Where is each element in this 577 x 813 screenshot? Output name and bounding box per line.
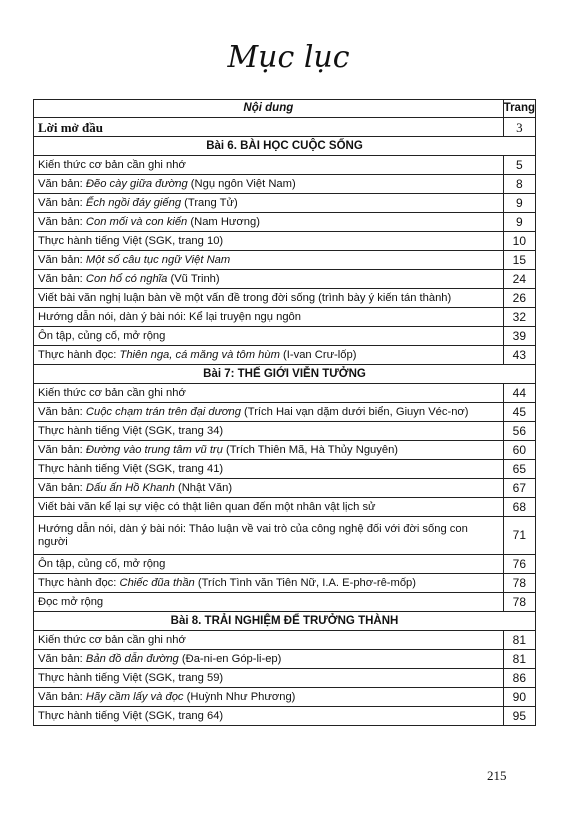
- toc-entry[interactable]: [34, 403, 536, 422]
- entry-text-post: (Nhật Văn): [174, 481, 233, 494]
- entry-text-pre: Viết bài văn kể lại sự việc có thật liên quan đến một nhân vật lịch sử: [38, 500, 376, 513]
- toc-entry[interactable]: [34, 574, 536, 593]
- entry-text-post: (Trích Hai vạn dặm dưới biển, Giuyn Véc-nơ): [240, 405, 469, 418]
- entry-page: 78: [503, 593, 535, 612]
- entry-text-pre: Văn bản:: [38, 652, 86, 665]
- entry-label: [34, 441, 504, 460]
- entry-label: [34, 156, 504, 175]
- toc-entry[interactable]: [34, 593, 536, 612]
- entry-label: [34, 479, 504, 498]
- entry-page: 60: [503, 441, 535, 460]
- entry-page: 43: [503, 346, 535, 365]
- content-column-header: Nội dung: [34, 100, 504, 118]
- section-row[interactable]: [34, 365, 536, 384]
- page-column-header: Trang: [503, 100, 535, 118]
- entry-text-pre: Văn bản:: [38, 215, 86, 228]
- entry-text-pre: Văn bản:: [38, 272, 86, 285]
- entry-text-pre: Thực hành đọc:: [38, 576, 120, 589]
- entry-text-pre: Đọc mở rộng: [38, 595, 104, 608]
- entry-text-em: Dấu ấn Hồ Khanh: [85, 481, 175, 494]
- entry-text-em: Bản đồ dẫn đường: [85, 652, 179, 665]
- entry-text-pre: Thực hành tiếng Việt (SGK, trang 41): [38, 462, 224, 475]
- entry-label: [34, 422, 504, 441]
- toc-entry[interactable]: [34, 631, 536, 650]
- entry-text-pre: Văn bản:: [38, 443, 86, 456]
- toc-entry[interactable]: [34, 194, 536, 213]
- toc-entry[interactable]: [34, 650, 536, 669]
- toc-entry[interactable]: [34, 308, 536, 327]
- toc-entry[interactable]: [34, 517, 536, 555]
- entry-text-em: Con mối và con kiến: [85, 215, 188, 228]
- toc-entry[interactable]: [34, 460, 536, 479]
- page-number: 215: [487, 768, 507, 783]
- entry-label: [34, 346, 504, 365]
- entry-label: [34, 289, 504, 308]
- entry-page: 39: [503, 327, 535, 346]
- entry-page: 81: [503, 650, 535, 669]
- entry-text-post: (Ngụ ngôn Việt Nam): [187, 177, 296, 190]
- table-of-contents: [33, 99, 536, 726]
- toc-entry[interactable]: [34, 289, 536, 308]
- entry-page: 86: [503, 669, 535, 688]
- entry-text-pre: Ôn tập, củng cố, mở rộng: [38, 557, 166, 570]
- entry-page: 78: [503, 574, 535, 593]
- entry-page: 10: [503, 232, 535, 251]
- entry-text-pre: Văn bản:: [38, 481, 86, 494]
- entry-text-post: (Nam Hương): [187, 215, 260, 228]
- entry-text-pre: Thực hành tiếng Việt (SGK, trang 59): [38, 671, 224, 684]
- entry-page: 81: [503, 631, 535, 650]
- entry-label: [34, 308, 504, 327]
- entry-text-pre: Văn bản:: [38, 253, 86, 266]
- entry-text-em: Đường vào trung tâm vũ trụ: [85, 443, 223, 456]
- header-row: [34, 100, 536, 118]
- toc-entry[interactable]: [34, 251, 536, 270]
- entry-label: [34, 707, 504, 726]
- entry-text-pre: Kiến thức cơ bản cần ghi nhớ: [38, 633, 186, 646]
- toc-entry[interactable]: [34, 555, 536, 574]
- intro-page: 3: [503, 118, 535, 137]
- entry-text-em: Thiên nga, cá măng và tôm hùm: [119, 348, 280, 361]
- toc-entry[interactable]: [34, 422, 536, 441]
- entry-page: 32: [503, 308, 535, 327]
- entry-label: [34, 631, 504, 650]
- toc-entry[interactable]: [34, 441, 536, 460]
- entry-page: 9: [503, 194, 535, 213]
- entry-text-pre: Thực hành đọc:: [38, 348, 120, 361]
- toc-entry[interactable]: [34, 175, 536, 194]
- entry-text-pre: Văn bản:: [38, 690, 86, 703]
- page-title: Mục lục: [227, 40, 350, 75]
- toc-entry[interactable]: [34, 498, 536, 517]
- toc-entry[interactable]: [34, 384, 536, 403]
- entry-text-em: Chiếc đũa thần: [119, 576, 195, 589]
- entry-text-pre: Văn bản:: [38, 196, 86, 209]
- entry-label: [34, 270, 504, 289]
- entry-page: 65: [503, 460, 535, 479]
- entry-label: [34, 175, 504, 194]
- entry-text-post: (Vũ Trinh): [167, 272, 220, 285]
- entry-label: [34, 251, 504, 270]
- entry-page: 5: [503, 156, 535, 175]
- entry-page: 71: [503, 517, 535, 555]
- toc-entry[interactable]: [34, 327, 536, 346]
- section-title: Bài 8. TRẢI NGHIỆM ĐỂ TRƯỞNG THÀNH: [34, 612, 536, 631]
- entry-page: 24: [503, 270, 535, 289]
- toc-entry[interactable]: [34, 707, 536, 726]
- entry-text-em: Một số câu tục ngữ Việt Nam: [85, 253, 231, 266]
- entry-page: 15: [503, 251, 535, 270]
- section-title: Bài 6. BÀI HỌC CUỘC SỐNG: [34, 137, 536, 156]
- entry-page: 68: [503, 498, 535, 517]
- toc-entry[interactable]: [34, 479, 536, 498]
- entry-text-pre: Thực hành tiếng Việt (SGK, trang 64): [38, 709, 224, 722]
- entry-page: 9: [503, 213, 535, 232]
- entry-label: [34, 498, 504, 517]
- entry-text-em: Cuộc chạm trán trên đại dương: [85, 405, 241, 418]
- entry-label: [34, 650, 504, 669]
- entry-page: 44: [503, 384, 535, 403]
- toc-entry[interactable]: [34, 156, 536, 175]
- section-row[interactable]: [34, 612, 536, 631]
- entry-label: [34, 460, 504, 479]
- entry-label: [34, 194, 504, 213]
- toc-entry[interactable]: [34, 346, 536, 365]
- entry-text-post: (Huỳnh Như Phương): [183, 690, 296, 703]
- entry-text-pre: Viết bài văn nghị luận bàn về một vấn đề trong đời sống (trình bày ý kiến tán thành): [38, 291, 452, 304]
- intro-label: Lời mở đầu: [34, 118, 504, 137]
- entry-text-pre: Kiến thức cơ bản cần ghi nhớ: [38, 158, 186, 171]
- toc-entry[interactable]: [34, 232, 536, 251]
- entry-text-pre: Văn bản:: [38, 405, 86, 418]
- entry-text-pre: Thực hành tiếng Việt (SGK, trang 10): [38, 234, 224, 247]
- entry-label: [34, 232, 504, 251]
- toc-entry[interactable]: [34, 213, 536, 232]
- entry-label: [34, 517, 504, 555]
- intro-row[interactable]: [34, 118, 536, 137]
- section-title: Bài 7: THẾ GIỚI VIỄN TƯỞNG: [34, 365, 536, 384]
- entry-text-pre: Văn bản:: [38, 177, 86, 190]
- entry-page: 45: [503, 403, 535, 422]
- entry-page: 76: [503, 555, 535, 574]
- entry-label: [34, 213, 504, 232]
- entry-label: [34, 688, 504, 707]
- entry-page: 26: [503, 289, 535, 308]
- entry-text-pre: Hướng dẫn nói, dàn ý bài nói: Thảo luận về vai trò của công nghệ đối với đời sống con người: [38, 522, 468, 548]
- entry-label: [34, 669, 504, 688]
- entry-label: [34, 327, 504, 346]
- entry-text-pre: Hướng dẫn nói, dàn ý bài nói: Kể lại truyện ngụ ngôn: [38, 310, 301, 323]
- entry-page: 56: [503, 422, 535, 441]
- entry-text-pre: Ôn tập, củng cố, mở rộng: [38, 329, 166, 342]
- entry-label: [34, 384, 504, 403]
- entry-page: 8: [503, 175, 535, 194]
- toc-entry[interactable]: [34, 669, 536, 688]
- entry-label: [34, 555, 504, 574]
- entry-text-em: Hãy cầm lấy và đọc: [85, 690, 184, 703]
- entry-text-post: (Trích Thiên Mã, Hà Thủy Nguyên): [222, 443, 399, 456]
- entry-text-post: (Đa-ni-en Góp-li-ep): [178, 652, 282, 665]
- entry-text-pre: Thực hành tiếng Việt (SGK, trang 34): [38, 424, 224, 437]
- entry-label: [34, 403, 504, 422]
- entry-text-pre: Kiến thức cơ bản cần ghi nhớ: [38, 386, 186, 399]
- entry-page: 67: [503, 479, 535, 498]
- entry-text-em: Con hổ có nghĩa: [85, 272, 168, 285]
- entry-page: 90: [503, 688, 535, 707]
- entry-text-em: Ếch ngồi đáy giếng: [85, 196, 182, 209]
- entry-text-post: (Trang Tử): [181, 196, 238, 209]
- toc-entry[interactable]: [34, 270, 536, 289]
- entry-text-post: (Trích Tình văn Tiên Nữ, I.A. E-phơ-rê-mốp): [194, 576, 417, 589]
- entry-label: [34, 574, 504, 593]
- toc-body: [34, 100, 536, 726]
- toc-entry[interactable]: [34, 688, 536, 707]
- section-row[interactable]: [34, 137, 536, 156]
- entry-label: [34, 593, 504, 612]
- entry-page: 95: [503, 707, 535, 726]
- entry-text-em: Đẽo cày giữa đường: [85, 177, 188, 190]
- entry-text-post: (I-van Crư-lốp): [279, 348, 357, 361]
